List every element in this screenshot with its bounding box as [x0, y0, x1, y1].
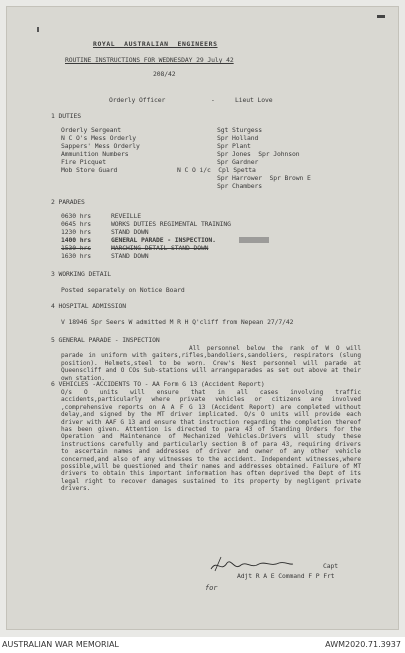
section-general-parade-heading: 5 GENERAL PARADE - INSPECTION — [51, 336, 160, 344]
duty-assignee: Spr Holland — [217, 134, 259, 142]
signature-for: for — [205, 584, 218, 592]
parade-event: WORKS DUTIES REGIMENTAL TRAINING — [111, 220, 231, 228]
duty-name: Ammunition Numbers — [61, 150, 129, 158]
section-vehicles-heading: 6 VEHICLES -ACCIDENTS TO - AA Form G 13 (Accident Report) — [51, 380, 265, 388]
parade-time: 1400 hrs — [61, 236, 91, 244]
orderly-officer-name: Lieut Love — [235, 96, 273, 104]
staple-mark-top — [377, 15, 385, 18]
parade-time: 1630 hrs — [61, 252, 91, 260]
duty-name: Mob Store Guard — [61, 166, 118, 174]
parade-event: MARCHING DETAIL STAND DOWN — [111, 244, 209, 252]
staple-mark — [37, 27, 39, 32]
signature-line: Adjt R A E Command F P Frt — [237, 572, 335, 580]
parade-event: GENERAL PARADE - INSPECTION. — [111, 236, 216, 244]
duty-assignee: N C O i/c Cpl Spetta — [177, 166, 256, 174]
duty-name: Orderly Sergeant — [61, 126, 121, 134]
footer-institution: AUSTRALIAN WAR MEMORIAL — [2, 640, 119, 649]
document-number: 208/42 — [153, 70, 176, 78]
parade-time: 1230 hrs — [61, 228, 91, 236]
duty-name: N C O's Mess Orderly — [61, 134, 136, 142]
duty-assignee: Spr Gardner — [217, 158, 259, 166]
section-hospital-heading: 4 HOSPITAL ADMISSION — [51, 302, 126, 310]
duty-assignee: Spr Harrower Spr Brown E — [217, 174, 311, 182]
parade-time: 0630 hrs — [61, 212, 91, 220]
section-duties-heading: 1 DUTIES — [51, 112, 81, 120]
footer-bar — [0, 637, 405, 653]
working-detail-text: Posted separately on Notice Board — [61, 286, 185, 294]
parade-event: STAND DOWN — [111, 228, 149, 236]
duty-name: Sappers' Mess Orderly — [61, 142, 140, 150]
general-parade-text: All personnel below the rank of W O will parade in uniform with gaiters,rifles,bandoliers,sandoliers, respirators (slung position). Helmets,steel to be worn. Crew's Nest personnel will parade at Queenscliff and O COs Sub-stations will arrangeparades as set out above at their own station. — [61, 345, 361, 382]
unit-heading: ROYAL AUSTRALIAN ENGINEERS — [93, 40, 218, 48]
hospital-text: V 18946 Spr Seers W admitted M R H Q'cliff from Nepean 27/7/42 — [61, 318, 294, 326]
parade-event: REVEILLE — [111, 212, 141, 220]
section-working-detail-heading: 3 WORKING DETAIL — [51, 270, 111, 278]
duty-name: Fire Picquet — [61, 158, 106, 166]
signature-rank: Capt — [323, 562, 338, 570]
duty-assignee: Spr Plant — [217, 142, 251, 150]
footer-accession-number: AWM2020.71.3937 — [325, 640, 401, 649]
document-title: ROUTINE INSTRUCTIONS FOR WEDNESDAY 29 July 42 — [65, 56, 234, 64]
parade-time: 1530 hrs — [61, 244, 91, 252]
vehicles-text: O/s O units will ensure that in all cases involving traffic accidents,particularly where private vehicles or citizens are involved ,comprehensive reports on A A F G 13 (Accident Report) are completed without delay,and signed by the MT driver implicated. O/s O units will provide each driver with AAF G 13 and ensure that instruction regarding the completion thereof has been given. Attention is directed to para 43 of Standing Orders for the Operation and Maintenance of Mechanized Vehicles.Drivers will study these instructions carefully and particularly section B of para 43, requiring drivers to ascertain names and addresses of driver and owner of any other vehicle concerned,and also of any witnesses to the accident. Independent witnesses,where possible,will be questioned and their names and addresses obtained. Failure of MT drivers to obtain this important information has often deprived the Dept of its legal right to recover damages sustained to its property by negligent private drivers. — [61, 389, 361, 493]
duty-assignee: Sgt Sturgess — [217, 126, 262, 134]
parade-event: STAND DOWN — [111, 252, 149, 260]
duty-assignee: Spr Jones Spr Johnson — [217, 150, 300, 158]
section-parades-heading: 2 PARADES — [51, 198, 85, 206]
orderly-officer-dash: - — [211, 96, 215, 104]
duty-assignee: Spr Chambers — [217, 182, 262, 190]
document-sheet — [6, 6, 399, 630]
parade-time: 0645 hrs — [61, 220, 91, 228]
orderly-officer-label: Orderly Officer — [109, 96, 166, 104]
overtype-smudge — [239, 237, 269, 243]
